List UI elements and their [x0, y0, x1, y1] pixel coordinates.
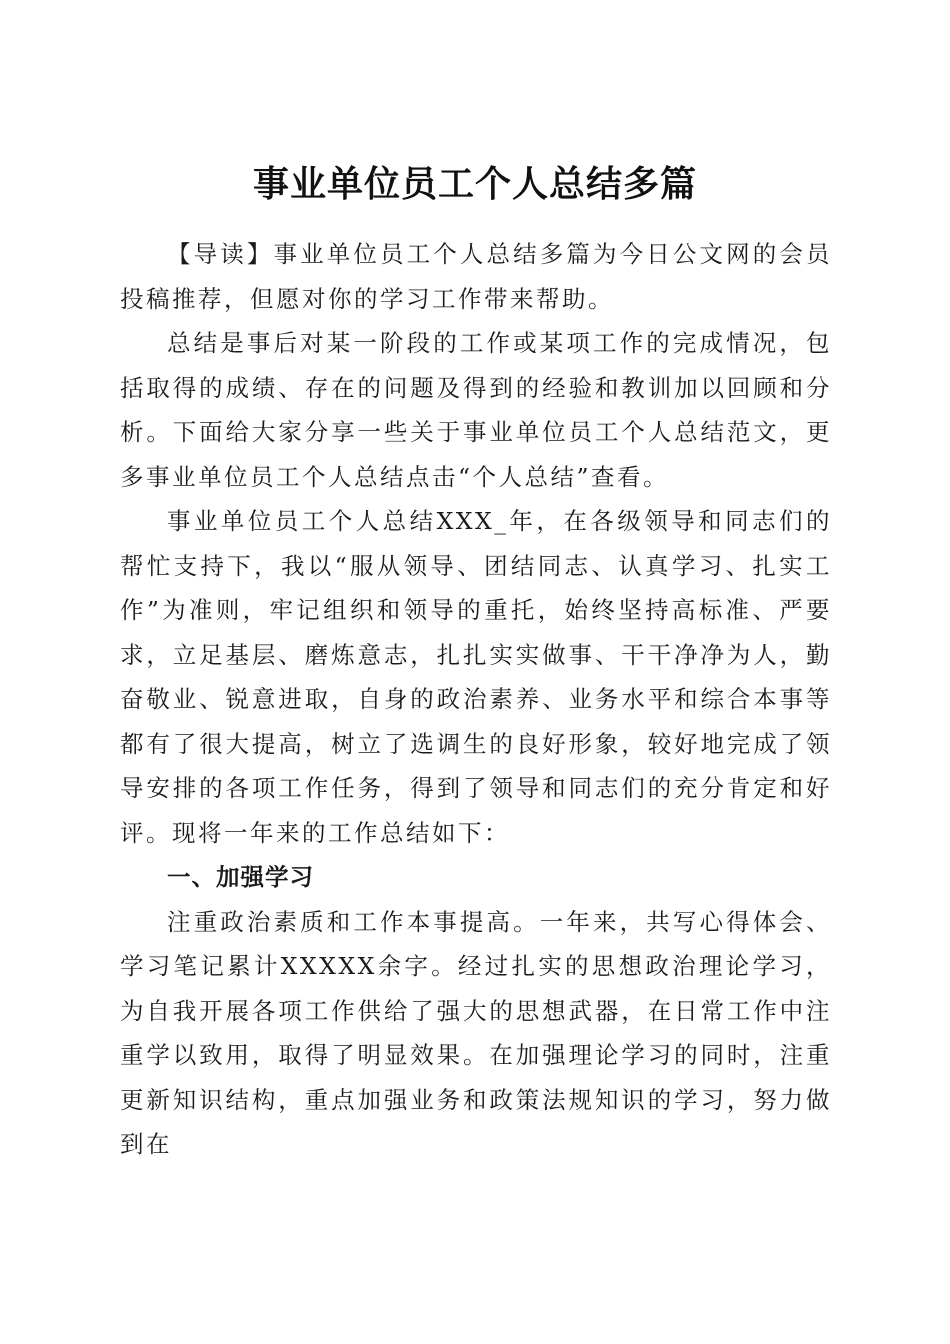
overview-paragraph: 事业单位员工个人总结XXX_年，在各级领导和同志们的帮忙支持下，我以“服从领导、团结同志、认真学习、扎实工作”为准则，牢记组织和领导的重托，始终坚持高标准、严要求，立足基层、磨炼意志，扎扎实实做事、干干净净为人，勤奋敬业、锐意进取，自身的政治素养、业务水平和综合本事等都有了很大提高，树立了选调生的良好形象，较好地完成了领导安排的各项工作任务，得到了领导和同志们的充分肯定和好评。现将一年来的工作总结如下：	[120, 507, 832, 847]
summary-definition-paragraph: 总结是事后对某一阶段的工作或某项工作的完成情况，包括取得的成绩、存在的问题及得到的经验和教训加以回顾和分析。下面给大家分享一些关于事业单位员工个人总结范文，更多事业单位员工个人总结点击“个人总结”查看。	[120, 329, 832, 491]
document-body	[120, 232, 832, 1167]
intro-paragraph: 【导读】事业单位员工个人总结多篇为今日公文网的会员投稿推荐，但愿对你的学习工作带来帮助。	[120, 240, 832, 313]
section-heading: 一、加强学习	[167, 863, 314, 891]
section-paragraph: 注重政治素质和工作本事提高。一年来，共写心得体会、学习笔记累计XXXXX余字。经过扎实的思想政治理论学习，为自我开展各项工作供给了强大的思想武器，在日常工作中注重学以致用，取得了明显效果。在加强理论学习的同时，注重更新知识结构，重点加强业务和政策法规知识的学习，努力做到在	[120, 907, 832, 1158]
document-title: 事业单位员工个人总结多篇	[252, 163, 697, 206]
